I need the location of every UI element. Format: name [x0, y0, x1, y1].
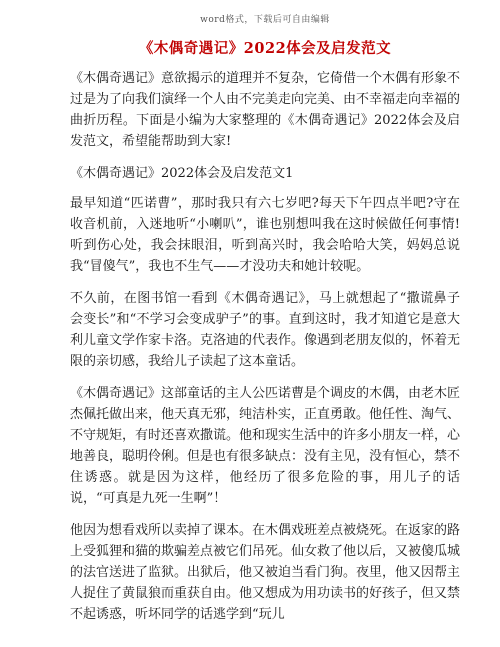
body-paragraph: 不久前，在图书馆一看到《木偶奇遇记》，马上就想起了“撒谎鼻子会变长”和“不学习会变成驴子”的事。直到这时，我才知道它是意大利儿童文学作家卡洛。克洛迪的代表作。像遇到老朋友似的，怀着无限的亲切感，我给儿子读起了这本童话。	[70, 291, 461, 369]
header-note: word格式，下载后可自由编辑	[200, 15, 330, 25]
document-title: 《木偶奇遇记》2022体会及启发范文	[138, 40, 392, 57]
body-paragraph: 《木偶奇遇记》这部童话的主人公匹诺曹是个调皮的木偶，由老木匠杰佩托做出来，他天真无邪，纯洁朴实，正直勇敢。他任性、淘气、不守规矩，有时还喜欢撒谎。他和现实生活中的许多小朋友一样，心地善良，聪明伶俐。但是也有很多缺点：没有主见，没有恒心，禁不住诱惑。就是因为这样，他经历了很多危险的事，用儿子的话说，“可真是九死一生啊”！	[70, 386, 461, 506]
section-heading: 《木偶奇遇记》2022体会及启发范文1	[70, 166, 294, 181]
body-paragraph: 他因为想看戏所以卖掉了课本。在木偶戏班差点被烧死。在返家的路上受狐狸和猫的欺骗差点被它们吊死。仙女救了他以后，又被傻瓜城的法官送进了监狱。出狱后，他又被迫当看门狗。夜里，他又因帮主人捉住了黄鼠狼而重获自由。他又想成为用功读书的好孩子，但又禁不起诱惑，听坏同学的话逃学到“玩儿	[70, 523, 461, 622]
intro-paragraph: 《木偶奇遇记》意欲揭示的道理并不复杂，它倚借一个木偶有形象不过是为了向我们演绎一个人由不完美走向完美、由不幸福走向幸福的曲折历程。下面是小编为大家整理的《木偶奇遇记》2022体会及启发范文，希望能帮助到大家!	[70, 71, 461, 149]
body-paragraph: 最早知道“匹诺曹”，那时我只有六七岁吧?每天下午四点半吧?守在收音机前，入迷地听“小喇叭”，谁也别想叫我在这时候做任何事情!听到伤心处，我会抹眼泪，听到高兴时，我会哈哈大笑，妈妈总说我“冒傻气”，我也不生气——才没功夫和她计较呢。	[70, 196, 460, 274]
